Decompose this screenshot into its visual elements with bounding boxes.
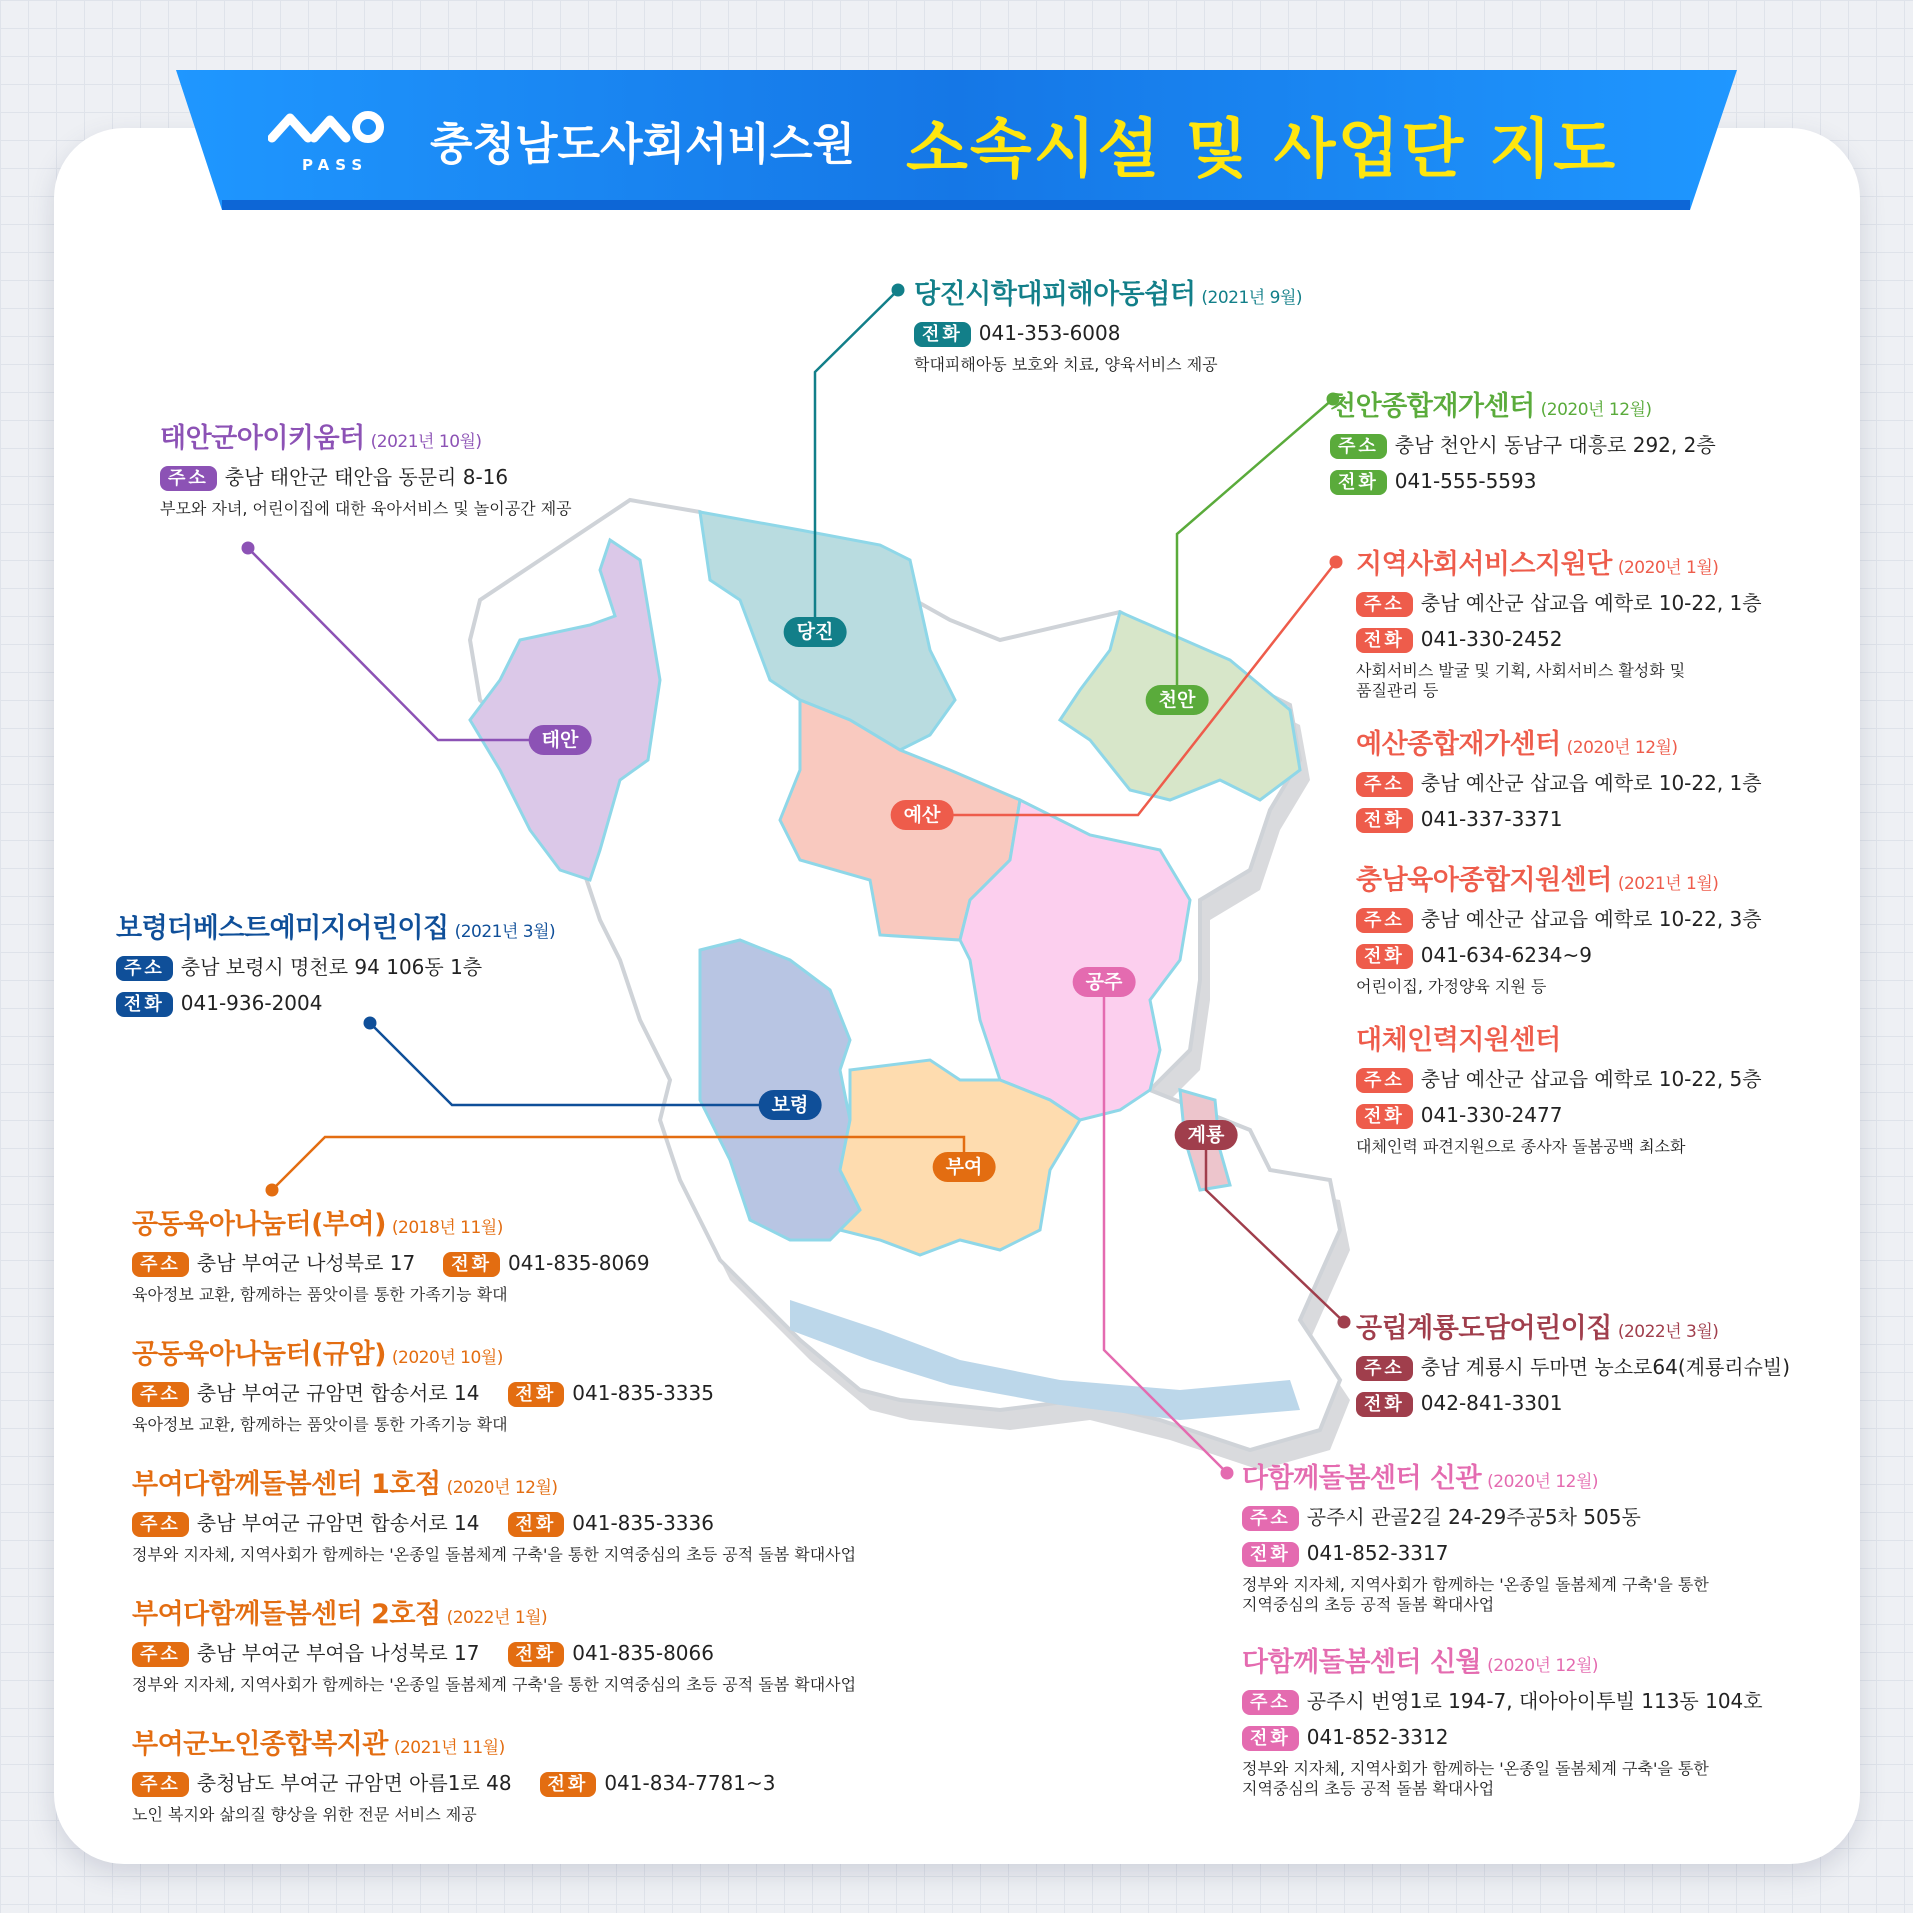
- facility-name: 천안종합재가센터: [1330, 391, 1535, 422]
- org-name: 충청남도사회서비스원: [430, 119, 856, 170]
- facility-taean: [160, 416, 572, 519]
- phone-value: 041-353-6008: [978, 321, 1121, 345]
- address-value: 공주시 관골2길 24-29주공5차 505동: [1306, 1505, 1641, 1529]
- address-value: 공주시 번영1로 194-7, 대아아이투빌 113동 104호: [1306, 1689, 1763, 1713]
- desc-line: 지역중심의 초등 공적 돌봄 확대사업: [1242, 1779, 1495, 1798]
- facility-date: (2021년 3월): [454, 922, 556, 942]
- address-badge: 주소: [1356, 592, 1413, 617]
- address-value: 충남 예산군 삽교읍 예학로 10-22, 1층: [1420, 771, 1762, 795]
- address-badge: 주소: [132, 1512, 189, 1537]
- phone-badge: 전화: [1242, 1542, 1299, 1567]
- address-value: 충남 부여군 규암면 합송서로 14: [196, 1511, 480, 1535]
- facility-name: 공립계룡도담어린이집: [1356, 1313, 1612, 1344]
- facility-buyeo5: [132, 1722, 776, 1825]
- address-badge: 주소: [132, 1772, 189, 1797]
- phone-badge: 전화: [508, 1642, 565, 1667]
- page-title: 소속시설 및 사업단 지도: [906, 113, 1618, 187]
- facility-name: 다함께돌봄센터 신관: [1242, 1463, 1482, 1494]
- region-label-gongju[interactable]: 공주: [1073, 967, 1136, 997]
- desc-line: 정부와 지자체, 지역사회가 함께하는 '온종일 돌봄체계 구축'을 통한: [1242, 1759, 1709, 1778]
- address-value: 충남 예산군 삽교읍 예학로 10-22, 3층: [1420, 907, 1762, 931]
- address-value: 충남 예산군 삽교읍 예학로 10-22, 1층: [1420, 591, 1762, 615]
- desc-line: 사회서비스 발굴 및 기획, 사회서비스 활성화 및: [1356, 661, 1686, 680]
- facility-date: (2020년 12월): [1487, 1656, 1599, 1676]
- facility-desc: 육아정보 교환, 함께하는 품앗이를 통한 가족기능 확대: [132, 1415, 508, 1434]
- region-label-dangjin[interactable]: 당진: [784, 617, 847, 647]
- facility-desc: 노인 복지와 삶의질 향상을 위한 전문 서비스 제공: [132, 1805, 477, 1824]
- facility-desc: [1356, 661, 1762, 701]
- address-badge: 주소: [1356, 772, 1413, 797]
- address-value: 충남 계룡시 두마면 농소로64(계룡리슈빌): [1420, 1355, 1791, 1379]
- address-value: 충청남도 부여군 규암면 아름1로 48: [196, 1771, 512, 1795]
- facility-desc: 부모와 자녀, 어린이집에 대한 육아서비스 및 놀이공간 제공: [160, 499, 572, 518]
- address-value: 충남 부여군 나성북로 17: [196, 1251, 416, 1275]
- facility-date: (2021년 1월): [1617, 874, 1719, 894]
- facility-cheonan: [1330, 384, 1716, 495]
- facility-gongju1: [1242, 1456, 1709, 1615]
- facility-buyeo2: [132, 1332, 714, 1435]
- phone-badge: 전화: [1356, 1104, 1413, 1129]
- region-label-gyeryong[interactable]: 계룡: [1175, 1120, 1238, 1150]
- phone-badge: 전화: [1242, 1726, 1299, 1751]
- phone-value: 041-330-2452: [1420, 627, 1563, 651]
- phone-badge: 전화: [508, 1512, 565, 1537]
- region-label-boryeong[interactable]: 보령: [759, 1090, 822, 1120]
- address-badge: 주소: [1242, 1506, 1299, 1531]
- facility-desc: [1242, 1575, 1709, 1615]
- phone-badge: 전화: [540, 1772, 597, 1797]
- desc-line: 정부와 지자체, 지역사회가 함께하는 '온종일 돌봄체계 구축'을 통한: [1242, 1575, 1709, 1594]
- phone-value: 041-337-3371: [1420, 807, 1563, 831]
- phone-badge: 전화: [914, 322, 971, 347]
- address-badge: 주소: [132, 1252, 189, 1277]
- facility-name: 공동육아나눔터(부여): [132, 1209, 386, 1240]
- dot-buyeo: [266, 1184, 279, 1197]
- region-label-yesan[interactable]: 예산: [891, 800, 954, 830]
- facility-gongju2: [1242, 1640, 1763, 1799]
- facility-buyeo1: [132, 1202, 650, 1305]
- facility-desc: [1242, 1759, 1763, 1799]
- facility-date: (2022년 3월): [1617, 1322, 1719, 1342]
- facility-name: 대체인력지원센터: [1356, 1025, 1561, 1056]
- facility-boryeong: [116, 906, 555, 1017]
- facility-name: 지역사회서비스지원단: [1356, 549, 1612, 580]
- address-value: 충남 예산군 삽교읍 예학로 10-22, 5층: [1420, 1067, 1762, 1091]
- facility-yesan-home: [1356, 722, 1762, 833]
- facility-yesan-child: [1356, 858, 1762, 997]
- dot-yesan: [1330, 556, 1343, 569]
- phone-badge: 전화: [508, 1382, 565, 1407]
- facility-gyeryong: [1356, 1306, 1790, 1417]
- phone-badge: 전화: [1330, 470, 1387, 495]
- facility-date: (2020년 12월): [446, 1478, 558, 1498]
- phone-badge: 전화: [443, 1252, 500, 1277]
- phone-badge: 전화: [116, 992, 173, 1017]
- facility-date: (2020년 10월): [391, 1348, 503, 1368]
- facility-name: 부여다함께돌봄센터 1호점: [132, 1469, 441, 1500]
- facility-buyeo3: [132, 1462, 856, 1565]
- address-badge: 주소: [1356, 1356, 1413, 1381]
- dot-gyeryong: [1338, 1316, 1351, 1329]
- facility-desc: 정부와 지자체, 지역사회가 함께하는 '온종일 돌봄체계 구축'을 통한 지역중심의 초등 공적 돌봄 확대사업: [132, 1545, 857, 1564]
- facility-date: (2022년 1월): [446, 1608, 548, 1628]
- phone-value: 041-936-2004: [180, 991, 323, 1015]
- address-value: 충남 천안시 동남구 대흥로 292, 2층: [1394, 433, 1716, 457]
- address-value: 충남 부여군 부여읍 나성북로 17: [196, 1641, 480, 1665]
- phone-value: 041-835-3336: [572, 1511, 714, 1535]
- region-label-cheonan[interactable]: 천안: [1146, 685, 1209, 715]
- phone-value: 041-330-2477: [1420, 1103, 1563, 1127]
- facility-date: (2021년 10월): [370, 432, 482, 452]
- phone-value: 041-835-8066: [572, 1641, 714, 1665]
- facility-name: 부여다함께돌봄센터 2호점: [132, 1599, 441, 1630]
- address-badge: 주소: [132, 1382, 189, 1407]
- address-value: 충남 태안군 태안읍 동문리 8-16: [224, 465, 509, 489]
- phone-value: 041-852-3317: [1306, 1541, 1449, 1565]
- dot-gongju: [1221, 1467, 1234, 1480]
- address-badge: 주소: [1330, 434, 1387, 459]
- address-value: 충남 부여군 규암면 합송서로 14: [196, 1381, 480, 1405]
- facility-name: 보령더베스트예미지어린이집: [116, 913, 449, 944]
- region-label-buyeo[interactable]: 부여: [933, 1152, 996, 1182]
- phone-badge: 전화: [1356, 944, 1413, 969]
- facility-date: (2020년 12월): [1566, 738, 1678, 758]
- facility-date: (2018년 11월): [391, 1218, 503, 1238]
- address-badge: 주소: [160, 466, 217, 491]
- facility-dangjin: [914, 272, 1302, 375]
- address-badge: 주소: [1242, 1690, 1299, 1715]
- phone-value: 041-634-6234~9: [1420, 943, 1592, 967]
- facility-date: (2020년 12월): [1540, 400, 1652, 420]
- desc-line: 품질관리 등: [1356, 681, 1439, 700]
- phone-value: 041-835-8069: [507, 1251, 650, 1275]
- facility-name: 당진시학대피해아동쉼터: [914, 279, 1196, 310]
- facility-name: 충남육아종합지원센터: [1356, 865, 1612, 896]
- desc-line: 지역중심의 초등 공적 돌봄 확대사업: [1242, 1595, 1495, 1614]
- dot-boryeong: [364, 1017, 377, 1030]
- address-badge: 주소: [132, 1642, 189, 1667]
- dot-dangjin: [892, 284, 905, 297]
- facility-desc: 학대피해아동 보호와 치료, 양육서비스 제공: [914, 355, 1218, 374]
- logo-text: PASS: [302, 156, 369, 174]
- facility-date: (2021년 9월): [1201, 288, 1302, 308]
- facility-name: 태안군아이키움터: [160, 423, 365, 454]
- phone-value: 041-852-3312: [1306, 1725, 1449, 1749]
- phone-badge: 전화: [1356, 1392, 1413, 1417]
- facility-date: (2020년 12월): [1487, 1472, 1599, 1492]
- facility-name: 부여군노인종합복지관: [132, 1729, 388, 1760]
- facility-desc: 대체인력 파견지원으로 종사자 돌봄공백 최소화: [1356, 1137, 1686, 1156]
- address-badge: 주소: [1356, 908, 1413, 933]
- phone-value: 041-555-5593: [1394, 469, 1537, 493]
- phone-value: 041-834-7781~3: [604, 1771, 776, 1795]
- region-label-taean[interactable]: 태안: [529, 725, 592, 755]
- facility-date: (2021년 11월): [393, 1738, 505, 1758]
- facility-desc: 어린이집, 가정양육 지원 등: [1356, 977, 1547, 996]
- facility-name: 예산종합재가센터: [1356, 729, 1561, 760]
- phone-badge: 전화: [1356, 808, 1413, 833]
- address-badge: 주소: [1356, 1068, 1413, 1093]
- facility-desc: 육아정보 교환, 함께하는 품앗이를 통한 가족기능 확대: [132, 1285, 508, 1304]
- dot-taean: [242, 542, 255, 555]
- facility-buyeo4: [132, 1592, 856, 1695]
- facility-desc: 정부와 지자체, 지역사회가 함께하는 '온종일 돌봄체계 구축'을 통한 지역중심의 초등 공적 돌봄 확대사업: [132, 1675, 857, 1694]
- facility-name: 공동육아나눔터(규암): [132, 1339, 386, 1370]
- address-value: 충남 보령시 명천로 94 106동 1층: [180, 955, 483, 979]
- phone-value: 042-841-3301: [1420, 1391, 1563, 1415]
- phone-badge: 전화: [1356, 628, 1413, 653]
- phone-value: 041-835-3335: [572, 1381, 714, 1405]
- facility-yesan-sub: [1356, 1018, 1762, 1157]
- facility-date: (2020년 1월): [1617, 558, 1719, 578]
- facility-yesan-region: [1356, 542, 1762, 701]
- facility-name: 다함께돌봄센터 신월: [1242, 1647, 1482, 1678]
- address-badge: 주소: [116, 956, 173, 981]
